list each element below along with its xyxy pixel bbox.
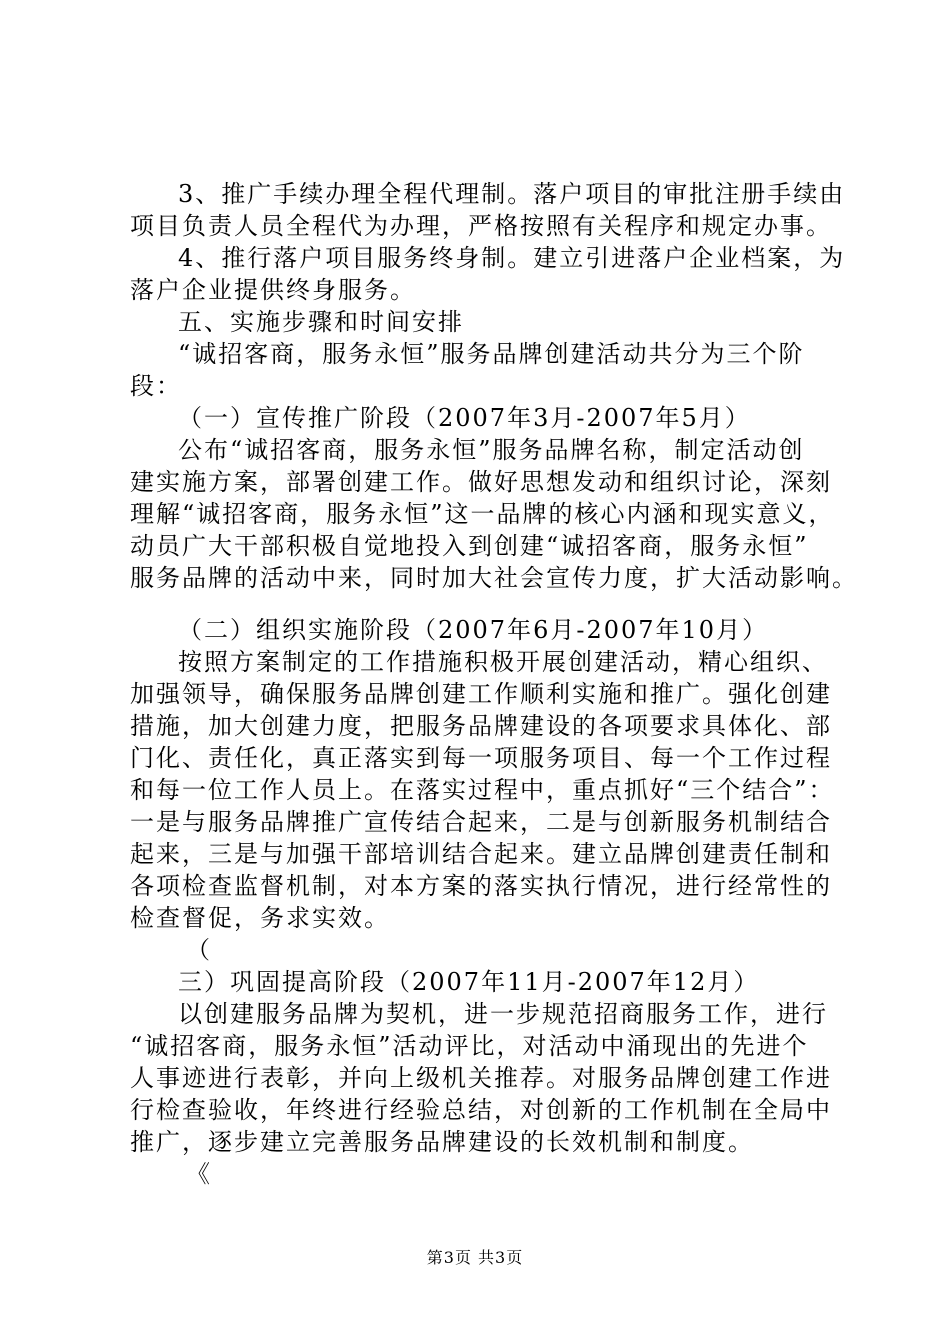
- paragraph-line: 人事迹进行表彰，并向上级机关推荐。对服务品牌创建工作进: [130, 1064, 832, 1092]
- paragraph-line: （: [186, 936, 212, 964]
- paragraph-line: 《: [186, 1160, 212, 1188]
- paragraph-line: “诚招客商，服务永恒”活动评比，对活动中涌现出的先进个: [130, 1032, 809, 1060]
- paragraph-line: 4、推行落户项目服务终身制。建立引进落户企业档案，为: [178, 244, 846, 272]
- paragraph-line: 动员广大干部积极自觉地投入到创建“诚招客商，服务永恒”: [130, 532, 809, 560]
- paragraph-line: 一是与服务品牌推广宣传结合起来，二是与创新服务机制结合: [130, 808, 832, 836]
- paragraph-line: 落户企业提供终身服务。: [130, 276, 416, 304]
- subsection-heading: （二）组织实施阶段（2007年6月-2007年10月）: [178, 616, 769, 644]
- paragraph-line: 以创建服务品牌为契机，进一步规范招商服务工作，进行: [178, 1000, 828, 1028]
- page-number-footer: 第3页 共3页: [426, 1248, 524, 1267]
- paragraph-line: 段：: [130, 372, 182, 400]
- paragraph-line: 和每一位工作人员上。在落实过程中，重点抓好“三个结合”：: [130, 776, 835, 804]
- section-heading: 五、实施步骤和时间安排: [178, 308, 464, 336]
- paragraph-line: 公布“诚招客商，服务永恒”服务品牌名称，制定活动创: [178, 436, 805, 464]
- paragraph-line: 加强领导，确保服务品牌创建工作顺利实施和推广。强化创建: [130, 680, 832, 708]
- paragraph-line: 措施，加大创建力度，把服务品牌建设的各项要求具体化、部: [130, 712, 832, 740]
- paragraph-line: 行检查验收，年终进行经验总结，对创新的工作机制在全局中: [130, 1096, 832, 1124]
- subsection-heading: 三）巩固提高阶段（2007年11月-2007年12月）: [178, 968, 760, 996]
- paragraph-line: 服务品牌的活动中来，同时加大社会宣传力度，扩大活动影响。: [130, 564, 858, 592]
- paragraph-line: 项目负责人员全程代为办理，严格按照有关程序和规定办事。: [130, 212, 832, 240]
- paragraph-line: 建实施方案，部署创建工作。做好思想发动和组织讨论，深刻: [130, 468, 832, 496]
- paragraph-line: 门化、责任化，真正落实到每一项服务项目、每一个工作过程: [130, 744, 832, 772]
- paragraph-line: 起来，三是与加强干部培训结合起来。建立品牌创建责任制和: [130, 840, 832, 868]
- paragraph-line: 检查督促，务求实效。: [130, 904, 390, 932]
- paragraph-line: 各项检查监督机制，对本方案的落实执行情况，进行经常性的: [130, 872, 832, 900]
- paragraph-line: 按照方案制定的工作措施积极开展创建活动，精心组织、: [178, 648, 828, 676]
- paragraph-line: 理解“诚招客商，服务永恒”这一品牌的核心内涵和现实意义，: [130, 500, 835, 528]
- paragraph-line: “诚招客商，服务永恒”服务品牌创建活动共分为三个阶: [178, 340, 805, 368]
- paragraph-line: 3、推广手续办理全程代理制。落户项目的审批注册手续由: [178, 180, 846, 208]
- paragraph-line: 推广，逐步建立完善服务品牌建设的长效机制和制度。: [130, 1128, 754, 1156]
- subsection-heading: （一）宣传推广阶段（2007年3月-2007年5月）: [178, 404, 751, 432]
